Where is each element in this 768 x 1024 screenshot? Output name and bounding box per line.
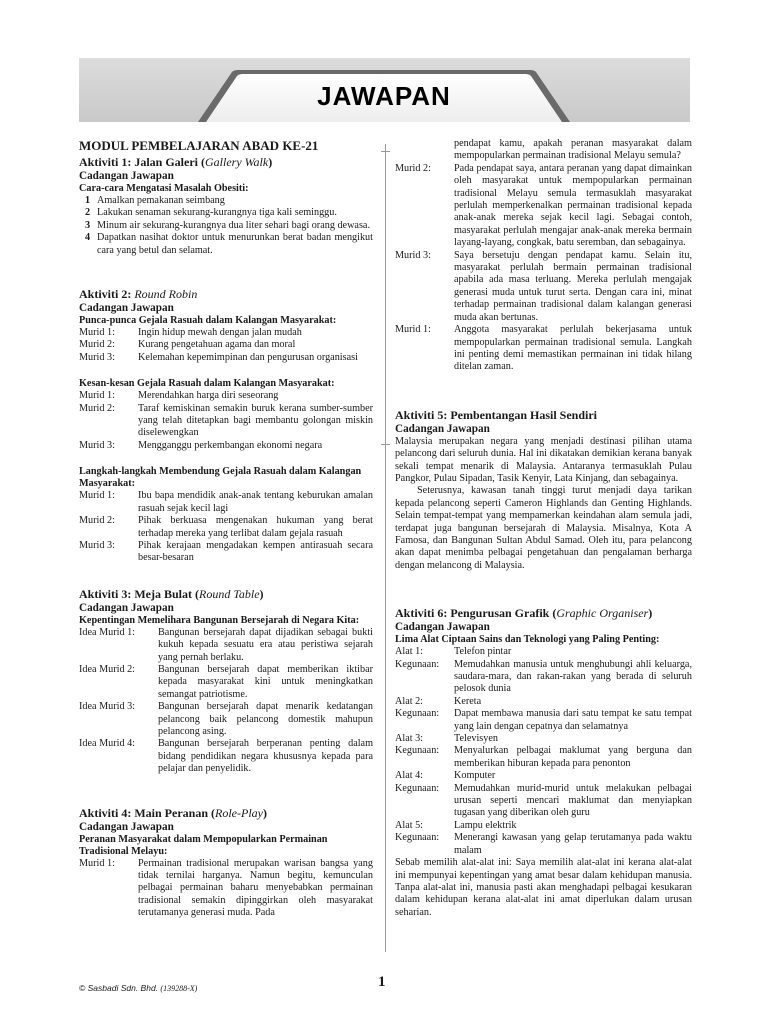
activity-2-label-1: Punca-punca Gejala Rasuah dalam Kalangan Masyarakat: — [79, 315, 337, 327]
list-item: Idea Murid 3: Bangunan bersejarah dapat menarik kedatangan pelancong baik pelancong domestik mahupun pelancong asing. — [79, 701, 373, 737]
left-column — [79, 138, 373, 920]
activity-1 — [79, 155, 373, 257]
list-item: 4 Dapatkan nasihat doktor untuk menurunkan berat badan mengikut cara yang betul dan selamat. — [85, 232, 373, 256]
activity-6-label: Lima Alat Ciptaan Sains dan Teknologi yang Paling Penting: — [395, 634, 660, 646]
list-item: Murid 2: Pihak berkuasa mengenakan hukuman yang berat terhadap mereka yang terlibat dalam gejala rasuah — [79, 515, 373, 539]
activity-4-continued — [395, 138, 692, 374]
activity-1-label: Cara-cara Mengatasi Masalah Obesiti: — [79, 183, 249, 194]
activity-4 — [79, 806, 373, 920]
list-item: pendapat kamu, apakah peranan masyarakat dalam mempopularkan permainan tradisional Melayu semula? — [454, 138, 692, 162]
list-item: Murid 1: Ibu bapa mendidik anak-anak tentang keburukan amalan rasuah sejak kecil lagi — [79, 490, 373, 514]
activity-6-subheading: Cadangan Jawapan — [395, 621, 490, 634]
activity-5-paragraph-1: Malaysia merupakan negara yang menjadi destinasi pilihan utama pelancong dari seluruh dunia. Hal ini dikatakan demikian kerana banyak sekali tempat menarik di Malaysia. Antaranya termasuklah Pulau Pangkor, Pulau Sipadan, Tasik Kenyir, Lata Kinjang, dan sebagainya. — [395, 435, 692, 484]
page-number: 1 — [378, 974, 386, 990]
list-item: Alat 1: Telefon pintar — [395, 646, 512, 658]
list-item: Murid 2: Taraf kemiskinan semakin buruk kerana sumber-sumber yang telah ditetapkan bagi membantu golongan miskin diselewengkan — [79, 402, 373, 439]
activity-5-subheading: Cadangan Jawapan — [395, 422, 490, 435]
list-item: Murid 1: Ingin hidup mewah dengan jalan mudah — [79, 327, 302, 339]
list-item: Idea Murid 1: Bangunan bersejarah dapat dijadikan sebagai bukti kukuh kepada sesuatu era atau peristiwa sejarah yang pernah berlaku. — [79, 626, 373, 663]
activity-1-subheading: Cadangan Jawapan — [79, 170, 174, 182]
footer-publisher: © Sasbadi Sdn. Bhd. (139288-X) — [79, 983, 198, 993]
activity-2 — [79, 287, 373, 565]
activity-2-label-3: Langkah-langkah Membendung Gejala Rasuah dalam Kalangan Masyarakat: — [79, 466, 362, 490]
activity-2-heading: Aktiviti 2: Round Robin — [79, 287, 198, 302]
list-item: Murid 3: Pihak kerajaan mengadakan kempen antirasuah secara besar-besaran — [79, 539, 373, 564]
divider-tick — [381, 444, 390, 445]
activity-4-heading: Aktiviti 4: Main Peranan (Role-Play) — [79, 805, 267, 820]
module-title: MODUL PEMBELAJARAN ABAD KE-21 — [79, 138, 319, 153]
activity-3-subheading: Cadangan Jawapan — [79, 601, 174, 614]
activity-1-heading: Aktiviti 1: Jalan Galeri (Gallery Walk) — [79, 155, 273, 169]
list-item: Murid 2: Kurang pengetahuan agama dan moral — [79, 339, 296, 351]
list-item: Idea Murid 4: Bangunan bersejarah berperanan penting dalam bidang pendidikan negara khususnya kepada para pelajar dan penyelidik. — [79, 738, 373, 775]
activity-4-subheading: Cadangan Jawapan — [79, 820, 174, 833]
activity-3 — [79, 587, 373, 776]
list-item: Murid 3: Mengganggu perkembangan ekonomi negara — [79, 439, 323, 451]
list-item: Murid 1: Merendahkan harga diri seseorang — [79, 390, 279, 402]
list-item: Murid 1: Permainan tradisional merupakan warisan bangsa yang tidak ternilai harganya. Namun begitu, kemunculan pelbagai permainan baharu menyebabkan permainan tradisional semakin dipinggirkan oleh masyarakat terutamanya generasi muda. Pada — [79, 857, 373, 919]
list-item: Kegunaan: Menerangi kawasan yang gelap terutamanya pada waktu malam — [395, 832, 692, 856]
column-divider — [385, 144, 386, 952]
list-item: 1 Amalkan pemakanan seimbang — [85, 195, 225, 206]
activity-5-paragraph-2: Seterusnya, kawasan tanah tinggi turut menjadi daya tarikan kepada pelancong seperti Cameron Highlands dan Genting Highlands. Selain tempat-tempat yang mempamerkan keindahan alam semula jadi, terdapat juga bangunan bersejarah di Malaysia. Misalnya, Kota A Famosa, dan Bangunan Sultan Abdul Samad. Oleh itu, para pelancong akan dapat menimba pelbagai pengetahuan dan pengalaman berharga dengan melancong di Malaysia. — [395, 485, 692, 571]
activity-5-heading: Aktiviti 5: Pembentangan Hasil Sendiri — [395, 407, 598, 422]
page-title: JAWAPAN — [317, 81, 451, 111]
list-item: Alat 3: Televisyen — [395, 733, 498, 745]
list-item: Murid 3: Kelemahan kepemimpinan dan pengurusan organisasi — [79, 351, 358, 363]
activity-4-label: Peranan Masyarakat dalam Mempopularkan Permainan Tradisional Melayu: — [79, 833, 328, 857]
activity-2-subheading: Cadangan Jawapan — [79, 302, 174, 315]
list-item: Kegunaan: Dapat membawa manusia dari satu tempat ke satu tempat yang lain dengan cepatnya dan selamatnya — [395, 708, 692, 732]
list-item: Murid 1: Anggota masyarakat perlulah bekerjasama untuk mempopularkan permainan tradisional semula. Langkah ini penting demi memastikan permainan ini tidak hilang ditelan zaman. — [395, 324, 692, 373]
list-item: Idea Murid 2: Bangunan bersejarah dapat memberikan iktibar kepada masyarakat kini untuk meningkatkan semangat patriotisme. — [79, 663, 373, 700]
list-item: Alat 4: Komputer — [395, 770, 496, 782]
right-column — [395, 138, 692, 919]
divider-tick — [381, 151, 390, 152]
list-item: 2 Lakukan senaman sekurang-kurangnya tiga kali seminggu. — [85, 207, 337, 219]
list-item: 3 Minum air sekurang-kurangnya dua liter sehari bagi orang dewasa. — [85, 219, 370, 231]
activity-6-closing: Sebab memilih alat-alat ini: Saya memilih alat-alat ini kerana alat-alat ini mempunyai kepentingan yang amat besar dalam kehidupan manusia. Tanpa alat-alat ini, manusia pasti akan menghadapi pelbagai kesukaran dalam kehidupan kerana alat-alat ini amat diperlukan dalam urusan seharian. — [395, 857, 692, 918]
list-item: Alat 2: Kereta — [395, 695, 482, 707]
list-item: Kegunaan: Memudahkan manusia untuk menghubungi ahli keluarga, saudara-mara, dan rakan-rakan yang berada di seluruh pelosok dunia — [395, 658, 692, 695]
activity-2-label-2: Kesan-kesan Gejala Rasuah dalam Kalangan Masyarakat: — [79, 378, 335, 390]
list-item: Alat 5: Lampu elektrik — [395, 819, 517, 831]
header-tab — [198, 70, 570, 122]
activity-3-label: Kepentingan Memelihara Bangunan Bersejarah di Negara Kita: — [79, 614, 360, 626]
activity-3-heading: Aktiviti 3: Meja Bulat (Round Table) — [79, 586, 264, 601]
list-item: Murid 2: Pada pendapat saya, antara peranan yang dapat dimainkan oleh masyarakat untuk mempopularkan permainan tradisional Melayu semula termasuklah masyarakat perlulah memperkenalkan permainan tradisional kepada anak-anak mereka sejak kecil lagi. Sebagai contoh, masyarakat perlulah mengajar anak-anak mereka bermain layang-layang, congkak, batu seremban, dan sebagainya. — [395, 162, 692, 249]
list-item: Kegunaan: Memudahkan murid-murid untuk melakukan pelbagai urusan seperti mencari maklumat dan menyiapkan tugasan yang diberikan oleh guru — [395, 782, 692, 819]
activity-5 — [395, 408, 692, 572]
activity-6-heading: Aktiviti 6: Pengurusan Grafik (Graphic Organiser) — [395, 606, 653, 621]
list-item: Murid 3: Saya bersetuju dengan pendapat kamu. Selain itu, masyarakat perlulah bermain permainan tradisional apabila ada masa terluang. Mereka perlulah mengajak generasi muda untuk turut serta. Dengan cara ini, minat terhadap permainan tradisional dalam kalangan generasi muda akan bertunas. — [395, 249, 692, 323]
activity-6 — [395, 606, 692, 919]
list-item: Kegunaan: Menyalurkan pelbagai maklumat yang berguna dan memberikan hiburan kepada para penonton — [395, 745, 692, 769]
